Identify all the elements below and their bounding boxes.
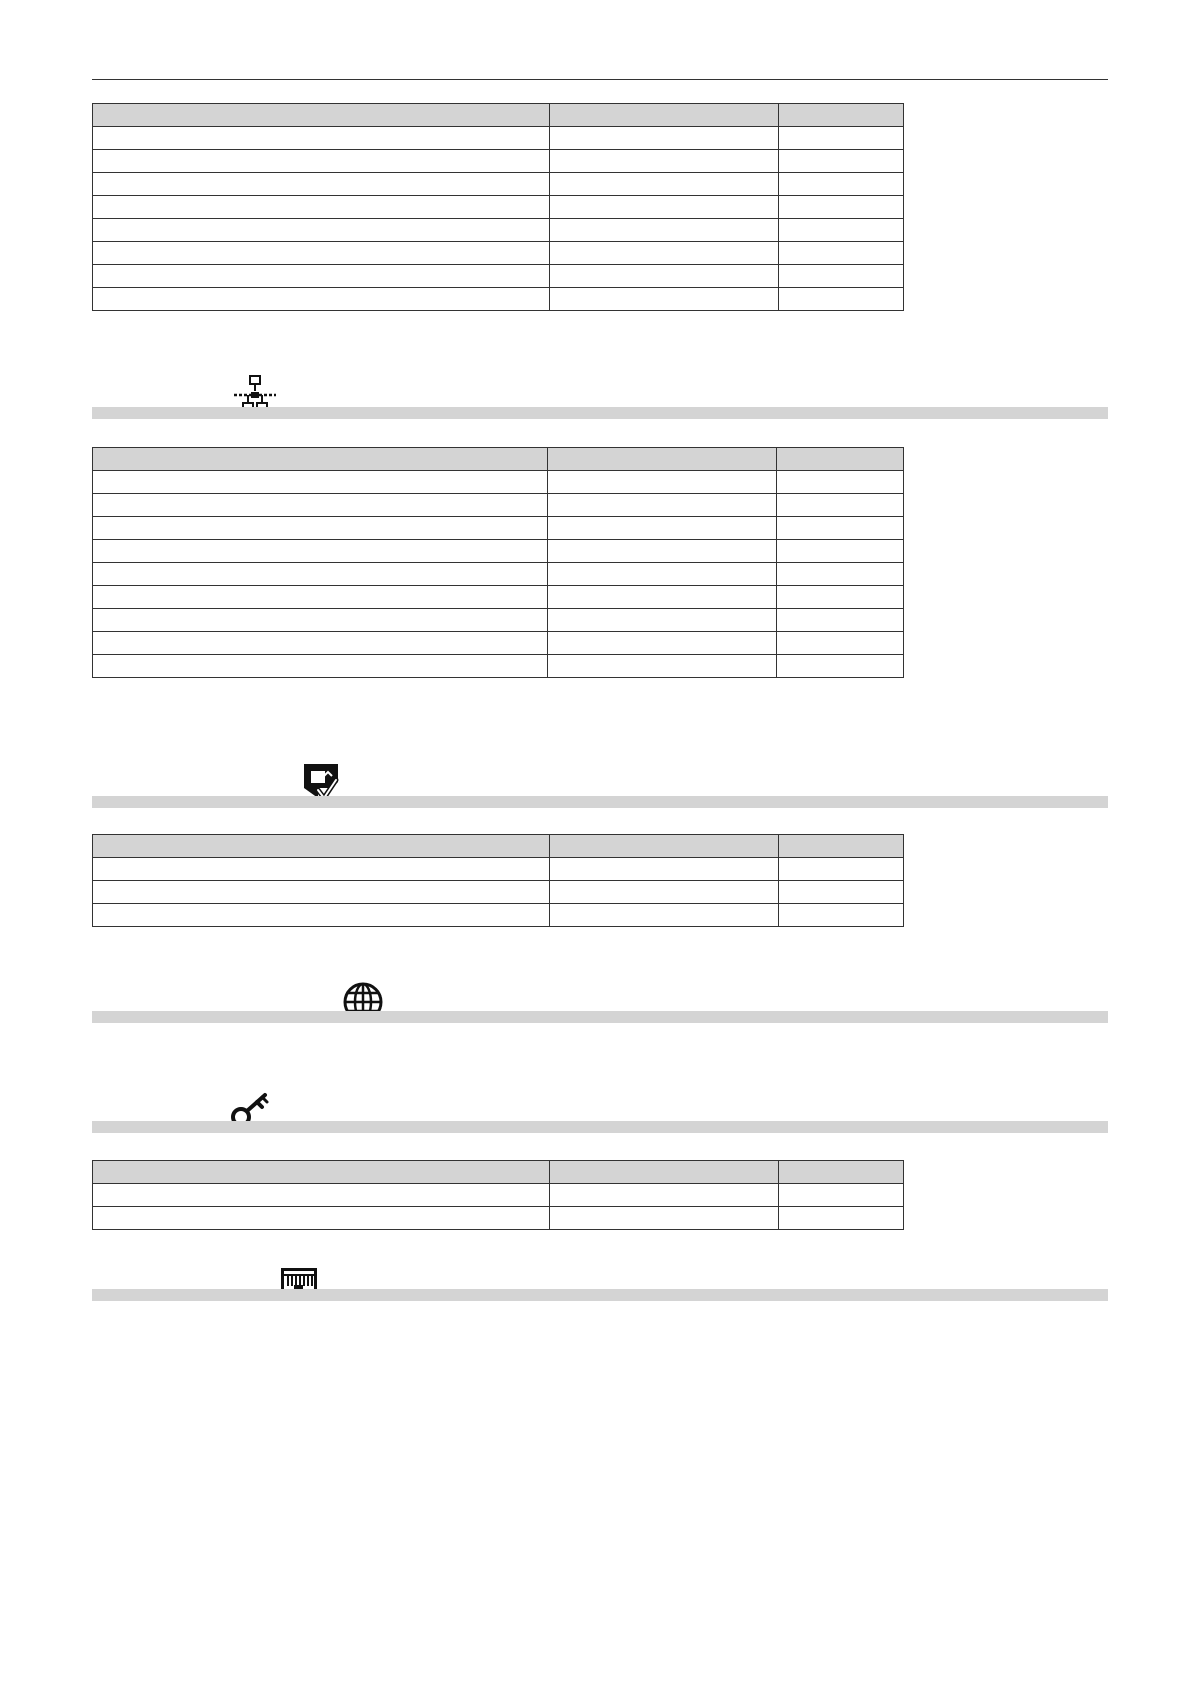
table-cell: [93, 858, 550, 881]
section-security-bar: [92, 796, 1108, 808]
table-cell: [548, 655, 777, 678]
table-cell: [93, 173, 550, 196]
table-row: [93, 196, 904, 219]
table-row: [93, 494, 904, 517]
table-cell: [548, 632, 777, 655]
table-cell: [550, 904, 779, 927]
table-cell: [548, 563, 777, 586]
table-cell: [550, 288, 779, 311]
table-row: [93, 517, 904, 540]
table-row: [93, 904, 904, 927]
table-cell: [93, 242, 550, 265]
section-web-bar: [92, 1011, 1108, 1023]
table-cell: [777, 586, 904, 609]
table-row: [93, 471, 904, 494]
table-cell: [779, 1184, 904, 1207]
table-cell: [779, 858, 904, 881]
table-cell: [779, 1207, 904, 1230]
table-cell: [550, 196, 779, 219]
table-cell: [779, 219, 904, 242]
table-row: [93, 219, 904, 242]
table-cell: [548, 471, 777, 494]
table-cell: [779, 881, 904, 904]
table-cell: [93, 1207, 550, 1230]
table-cell: [550, 219, 779, 242]
table-header-row: [93, 835, 904, 858]
table-cell: [777, 471, 904, 494]
table-cell: [93, 609, 548, 632]
table-row: [93, 242, 904, 265]
table-row: [93, 540, 904, 563]
table-header-cell: [779, 835, 904, 858]
table-cell: [550, 858, 779, 881]
table-cell: [550, 127, 779, 150]
table-cell: [93, 563, 548, 586]
section-key-bar: [92, 1121, 1108, 1133]
table-cell: [93, 632, 548, 655]
table-row: [93, 150, 904, 173]
table-row: [93, 288, 904, 311]
table-header-cell: [777, 448, 904, 471]
table-cell: [779, 265, 904, 288]
table-cell: [93, 219, 550, 242]
table-cell: [779, 904, 904, 927]
table-4: [92, 1160, 904, 1230]
table-header-cell: [779, 104, 904, 127]
table-cell: [779, 127, 904, 150]
table-cell: [550, 1184, 779, 1207]
table-cell: [93, 265, 550, 288]
table-header-cell: [550, 835, 779, 858]
table-header-cell: [93, 835, 550, 858]
table-cell: [550, 265, 779, 288]
table-cell: [548, 540, 777, 563]
table-cell: [93, 517, 548, 540]
table-row: [93, 1184, 904, 1207]
table-cell: [550, 242, 779, 265]
section-facility-bar: [92, 1289, 1108, 1301]
table-cell: [548, 517, 777, 540]
table-cell: [777, 517, 904, 540]
table-header-cell: [548, 448, 777, 471]
table-header-row: [93, 448, 904, 471]
table-header-row: [93, 104, 904, 127]
table-row: [93, 563, 904, 586]
table-header-cell: [550, 104, 779, 127]
table-row: [93, 858, 904, 881]
table-row: [93, 881, 904, 904]
table-cell: [93, 904, 550, 927]
table-cell: [779, 173, 904, 196]
table-cell: [777, 563, 904, 586]
table-header-cell: [550, 1161, 779, 1184]
table-cell: [93, 494, 548, 517]
table-cell: [93, 655, 548, 678]
table-cell: [550, 881, 779, 904]
table-cell: [779, 242, 904, 265]
table-2: [92, 447, 904, 678]
table-row: [93, 265, 904, 288]
table-cell: [550, 150, 779, 173]
table-cell: [93, 881, 550, 904]
table-row: [93, 173, 904, 196]
table-cell: [779, 196, 904, 219]
table-row: [93, 586, 904, 609]
table-cell: [93, 1184, 550, 1207]
table-3: [92, 834, 904, 927]
table-row: [93, 1207, 904, 1230]
table-cell: [93, 196, 550, 219]
table-header-cell: [93, 104, 550, 127]
table-cell: [548, 586, 777, 609]
table-cell: [777, 632, 904, 655]
table-header-row: [93, 1161, 904, 1184]
table-header-cell: [779, 1161, 904, 1184]
table-cell: [779, 150, 904, 173]
table-cell: [93, 150, 550, 173]
table-cell: [93, 471, 548, 494]
table-cell: [550, 173, 779, 196]
table-cell: [93, 540, 548, 563]
table-cell: [777, 494, 904, 517]
table-cell: [779, 288, 904, 311]
table-header-cell: [93, 448, 548, 471]
table-row: [93, 655, 904, 678]
table-cell: [777, 655, 904, 678]
table-row: [93, 127, 904, 150]
table-1: [92, 103, 904, 311]
section-network-bar: [92, 407, 1108, 419]
table-cell: [777, 609, 904, 632]
table-row: [93, 609, 904, 632]
table-cell: [93, 586, 548, 609]
table-cell: [548, 609, 777, 632]
table-cell: [548, 494, 777, 517]
table-cell: [550, 1207, 779, 1230]
table-cell: [93, 127, 550, 150]
table-row: [93, 632, 904, 655]
header-rule: [92, 79, 1108, 80]
table-header-cell: [93, 1161, 550, 1184]
table-cell: [93, 288, 550, 311]
table-cell: [777, 540, 904, 563]
